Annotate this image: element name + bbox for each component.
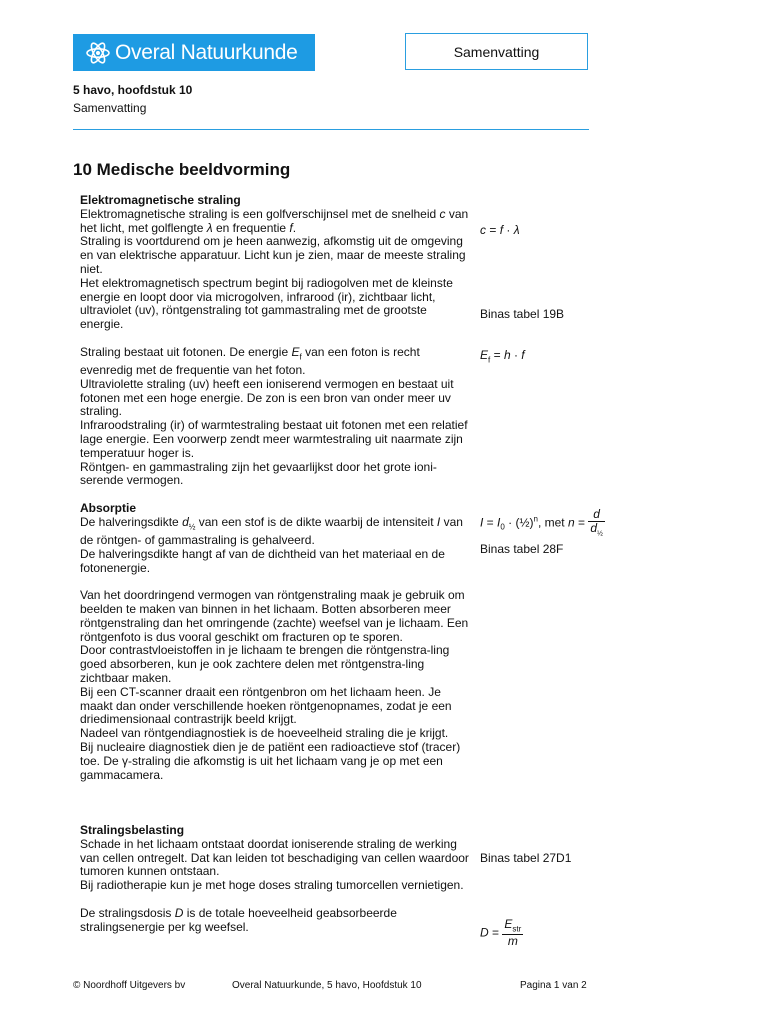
formula-wave-speed: c = f · λ [480,223,520,237]
subtitle-line: Samenvatting [73,101,147,115]
abs-paragraph-2: De halveringsdikte hangt af van de dichtheid van het materiaal en de fotonenergie. [80,546,445,575]
course-line: 5 havo, hoofdstuk 10 [73,83,193,97]
em-paragraph-6: Infraroodstraling (ir) of warmtestraling bestaat uit fotonen met een relatief lage energie. Een voorwerp zendt meer warmtestraling uit naarmate zijn temperatuur hoger is. [80,418,468,460]
document-type-box [405,33,588,70]
section-heading-stralingsbelasting: Stralingsbelasting [80,823,185,837]
footer-title: Overal Natuurkunde, 5 havo, Hoofdstuk 10 [232,980,422,991]
header-divider [73,129,589,130]
dose-fraction: $\frac{E_{str}}{m}$ [504,917,522,949]
em-paragraph-1: Elektromagnetische straling is een golfverschijnsel met de snelheid c van het licht, met golflengte λ en frequentie f. [80,206,469,235]
em-paragraph-7: Röntgen- en gammastraling zijn het gevaarlijkst door het grote ioni-serende vermogen. [80,459,437,488]
em-paragraph-2: Straling is voortdurend om je heen aanwezig, afkomstig uit de omgeving en van elektrische apparatuur. Licht kun je zien, maar de meeste straling niet. [80,234,466,276]
document-type-label: Samenvatting [453,43,540,60]
em-paragraph-4: Straling bestaat uit fotonen. De energie $E_f$ van een foton is recht evenredig met de frequentie van het foton. [80,344,420,377]
brand-name: Overal Natuurkunde [115,40,298,64]
abs-paragraph-4: Door contrastvloeistoffen in je lichaam te brengen die röntgenstra-ling goed absorberen, kun je ook zachtere delen met röntgenstra-ling zichtbaar maken. [80,643,450,685]
em-paragraph-3: Het elektromagnetisch spectrum begint bij radiogolven met de kleinste energie en loopt door via microgolven, infrarood (ir), zichtbaar licht, ultraviolet (uv), röntgenstraling tot gammastraling met de grootste energie. [80,275,453,332]
em-paragraph-5: Ultraviolette straling (uv) heeft een ioniserend vermogen en bestaat uit fotonen met een hoge energie. De zon is een bron van onder meer uv straling. [80,376,454,419]
str-paragraph-1: Schade in het lichaam ontstaat doordat ioniserende straling de werking van cellen ontregelt. Dat kan leiden tot beschadiging van cellen waardoor tumoren kunnen ontstaan. [80,836,469,879]
footer-copyright: © Noordhoff Uitgevers bv [73,980,186,991]
abs-paragraph-1: De halveringsdikte $d_{\frac{1}{2}}$ van een stof is de dikte waarbij de intensiteit I van de röntgen- of gammastraling is gehalveerd. [80,514,463,547]
str-paragraph-2: Bij radiotherapie kun je met hoge doses straling tumorcellen vernietigen. [80,878,464,893]
abs-paragraph-7: Bij nucleaire diagnostiek dien je de patiënt een radioactieve stof (tracer) toe. De γ-straling die afkomstig is uit het lichaam vang je op met een gammacamera. [80,739,461,782]
formula-intensity: $I = I_0$ · (½)$^n$, met n = $\frac{d}{d_{\frac{1}{2}}}$ [480,507,603,538]
str-paragraph-3: De stralingsdosis D is de totale hoeveelheid geabsorbeerde stralingsenergie per kg weefsel. [80,905,397,934]
atom-logo-icon [85,41,111,65]
brand-logo [73,34,315,71]
binas-ref-27d1: Binas tabel 27D1 [480,851,572,865]
page-title: 10 Medische beeldvorming [73,160,291,179]
section-stralingsbelasting [80,824,472,934]
binas-ref-19b: Binas tabel 19B [480,307,565,321]
footer-page-number: Pagina 1 van 2 [520,980,587,991]
abs-paragraph-6: Nadeel van röntgendiagnostiek is de hoeveelheid straling die je krijgt. [80,726,449,741]
halving-fraction: $\frac{d}{d_{\frac{1}{2}}}$ [590,507,603,538]
abs-paragraph-3: Van het doordringend vermogen van röntgenstraling maak je gebruik om beelden te maken van binnen in het lichaam. Botten absorberen meer röntgenstraling dan het omringende (zachte) weefsel van je lichaam. Een röntgenfoto is dus vooral geschikt om fracturen op te sporen. [80,588,469,644]
abs-paragraph-5: Bij een CT-scanner draait een röntgenbron om het lichaam heen. Je maakt dan onder verschillende hoeken röntgenopnames, zodat je een driedimensionaal contrastrijk beeld krijgt. [80,684,452,727]
section-absorptie [80,502,472,782]
section-em [80,194,472,488]
formula-photon-energy: $E_f = h \cdot f$ [480,348,525,365]
section-heading-absorptie: Absorptie [80,501,137,515]
formula-dose: D = $\frac{E_{str}}{m}$ [480,917,522,949]
binas-ref-28f: Binas tabel 28F [480,542,564,556]
section-heading-em: Elektromagnetische straling [80,193,241,207]
